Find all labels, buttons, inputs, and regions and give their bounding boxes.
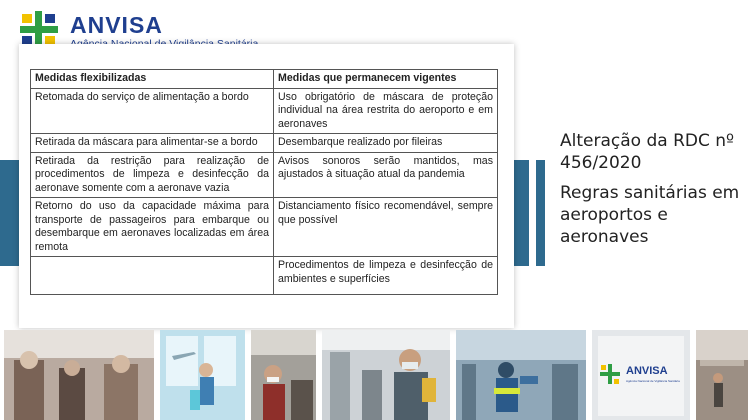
table-cell: Retirada da restrição para realização de procedimentos de limpeza e desinfecção da aeronave somente com a aeronave vazia bbox=[31, 152, 274, 198]
table-cell: Avisos sonoros serão mantidos, mas ajustados à situação atual da pandemia bbox=[274, 152, 498, 198]
table-cell: Procedimentos de limpeza e desinfecção de ambientes e superfícies bbox=[274, 257, 498, 295]
sign-anvisa-text: ANVISA bbox=[626, 365, 668, 377]
table-header-row bbox=[31, 70, 498, 89]
logo-name: ANVISA bbox=[70, 12, 163, 38]
table-cell: Retorno do uso da capacidade máxima para transporte de passageiros para embarque ou desembarque em aeronaves localizadas em área remota bbox=[31, 198, 274, 257]
photo-window-traveler bbox=[160, 330, 245, 420]
table-row bbox=[31, 152, 498, 198]
header-relaxed-measures: Medidas flexibilizadas bbox=[31, 70, 274, 89]
side-heading bbox=[560, 130, 740, 248]
photo-cleaning-crew bbox=[456, 330, 586, 420]
photo-masked-passenger bbox=[322, 330, 450, 420]
accent-bar-left bbox=[0, 160, 19, 266]
photo-cabin-passengers bbox=[4, 330, 154, 420]
photo-anvisa-sign bbox=[592, 330, 690, 420]
table-row bbox=[31, 134, 498, 153]
header-remaining-measures: Medidas que permanecem vigentes bbox=[274, 70, 498, 89]
accent-bar-right-thin bbox=[536, 160, 545, 266]
accent-bar-right bbox=[514, 160, 529, 266]
slide-subtitle: Regras sanitárias em aeroportos e aeronaves bbox=[560, 183, 740, 247]
table-cell: Uso obrigatório de máscara de proteção individual na área restrita do aeroporto e em aeronaves bbox=[274, 88, 498, 134]
measures-table bbox=[30, 69, 498, 295]
table-cell: Desembarque realizado por fileiras bbox=[274, 134, 498, 153]
table-row bbox=[31, 198, 498, 257]
photo-attendant-mask bbox=[251, 330, 316, 420]
sign-subtitle-text: Agência Nacional de Vigilância Sanitária bbox=[626, 379, 680, 383]
slide-title: Alteração da RDC nº 456/2020 bbox=[560, 131, 735, 173]
photo-terminal-hall bbox=[696, 330, 748, 420]
table-cell: Retirada da máscara para alimentar-se a bordo bbox=[31, 134, 274, 153]
table-cell: Retomada do serviço de alimentação a bordo bbox=[31, 88, 274, 134]
table-panel bbox=[19, 44, 514, 328]
table-cell: Distanciamento físico recomendável, sempre que possível bbox=[274, 198, 498, 257]
table-cell bbox=[31, 257, 274, 295]
table-row bbox=[31, 257, 498, 295]
table-row bbox=[31, 88, 498, 134]
